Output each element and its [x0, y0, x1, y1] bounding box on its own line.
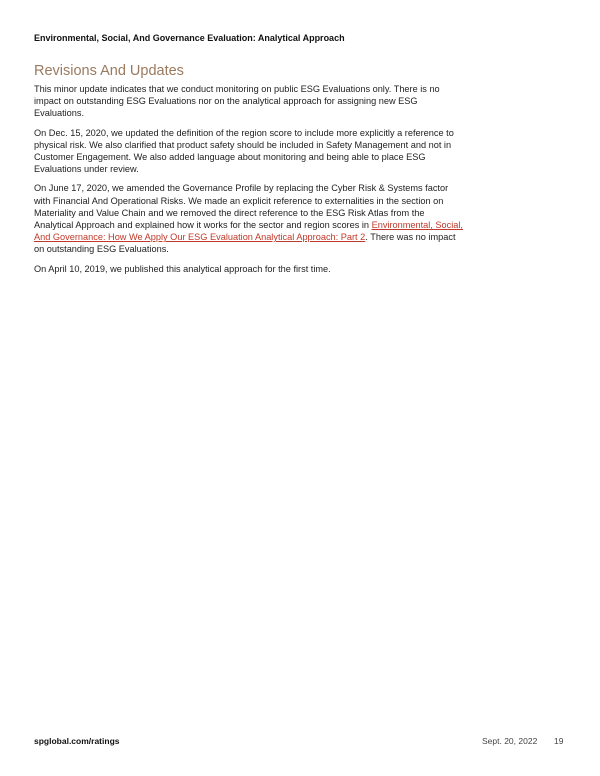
paragraph-2: On Dec. 15, 2020, we updated the definition of the region score to include more explicitly a reference to physical risk. We also clarified that product safety should be included in Safety Management and not in Customer Engagement. We also added language about monitoring and being able to place ESG Evaluations under review.	[34, 127, 454, 175]
paragraph-3-text-before: On June 17, 2020, we amended the Governance Profile by replacing the Cyber Risk & Systems factor with Financial And Operational Risks. We made an explicit reference to externalities in the section on Materiality and Value Chain and we removed the direct reference to the ESG Risk Atlas from the Analytical Approach and explained how it works for the sector and region scores in	[34, 183, 449, 231]
document-header-title: Environmental, Social, And Governance Evaluation: Analytical Approach	[34, 33, 345, 43]
paragraph-4: On April 10, 2019, we published this analytical approach for the first time.	[34, 263, 331, 274]
paragraph-1: This minor update indicates that we conduct monitoring on public ESG Evaluations only. There is no impact on outstanding ESG Evaluations nor on the analytical approach for assigning new ESG Evaluations.	[34, 84, 440, 119]
footer-page-number: 19	[554, 736, 564, 746]
section-body	[34, 83, 464, 282]
footer-site-url: spglobal.com/ratings	[34, 736, 120, 746]
section-title: Revisions And Updates	[34, 63, 184, 79]
paragraph-3-text-after: . There was no impact on outstanding ESG Evaluations.	[34, 232, 456, 255]
footer-date: Sept. 20, 2022	[482, 736, 538, 746]
paragraph-3	[34, 182, 464, 255]
esg-approach-part-2-link[interactable]: Environmental, Social, And Governance: How We Apply Our ESG Evaluation Analytical Approach: Part 2	[34, 220, 463, 243]
